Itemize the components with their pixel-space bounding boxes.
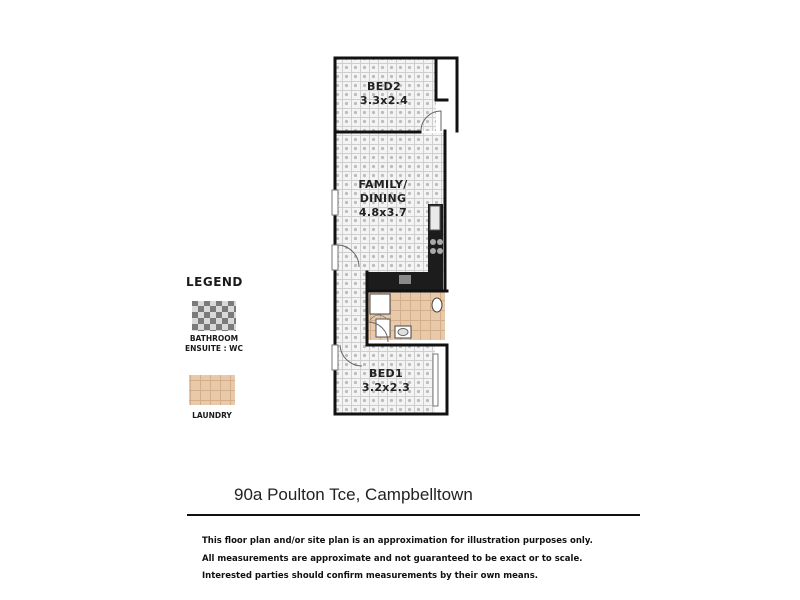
legend-title: LEGEND <box>186 275 243 289</box>
bed2-name: BED2 <box>367 80 401 93</box>
legend-label-bathroom-line1: BATHROOM <box>189 334 239 343</box>
bed2-size: 3.3x2.4 <box>359 94 409 107</box>
cooktop-icon <box>430 239 436 245</box>
legend-label-laundry-line1: LAUNDRY <box>192 411 232 420</box>
disclaimer-line-3: Interested parties should confirm measurements by their own means. <box>202 571 539 581</box>
family-label <box>347 178 419 220</box>
sink-icon <box>399 275 411 284</box>
hall-floor <box>335 273 368 345</box>
divider <box>187 514 640 516</box>
disclaimer-line-1: This floor plan and/or site plan is an approximation for illustration purposes only. <box>202 536 593 546</box>
toilet-icon <box>432 298 442 312</box>
legend-swatch-bathroom <box>192 301 236 331</box>
legend-label-bathroom <box>178 334 250 354</box>
family-name-line2: DINING <box>359 192 407 205</box>
bed1-label <box>356 367 416 395</box>
bed1-size: 3.2x2.3 <box>361 381 411 394</box>
shower-icon <box>370 294 390 314</box>
legend-label-bathroom-line2: ENSUITE : WC <box>185 344 243 353</box>
family-size: 4.8x3.7 <box>358 206 408 219</box>
legend-label-laundry <box>176 411 248 421</box>
family-name-line1: FAMILY/ <box>358 178 408 191</box>
legend-swatch-laundry <box>189 375 235 405</box>
bed2-label <box>354 80 414 108</box>
disclaimer-line-2: All measurements are approximate and not guaranteed to be exact or to scale. <box>202 554 583 564</box>
property-address: 90a Poulton Tce, Campbelltown <box>234 485 473 504</box>
bed1-name: BED1 <box>369 367 403 380</box>
